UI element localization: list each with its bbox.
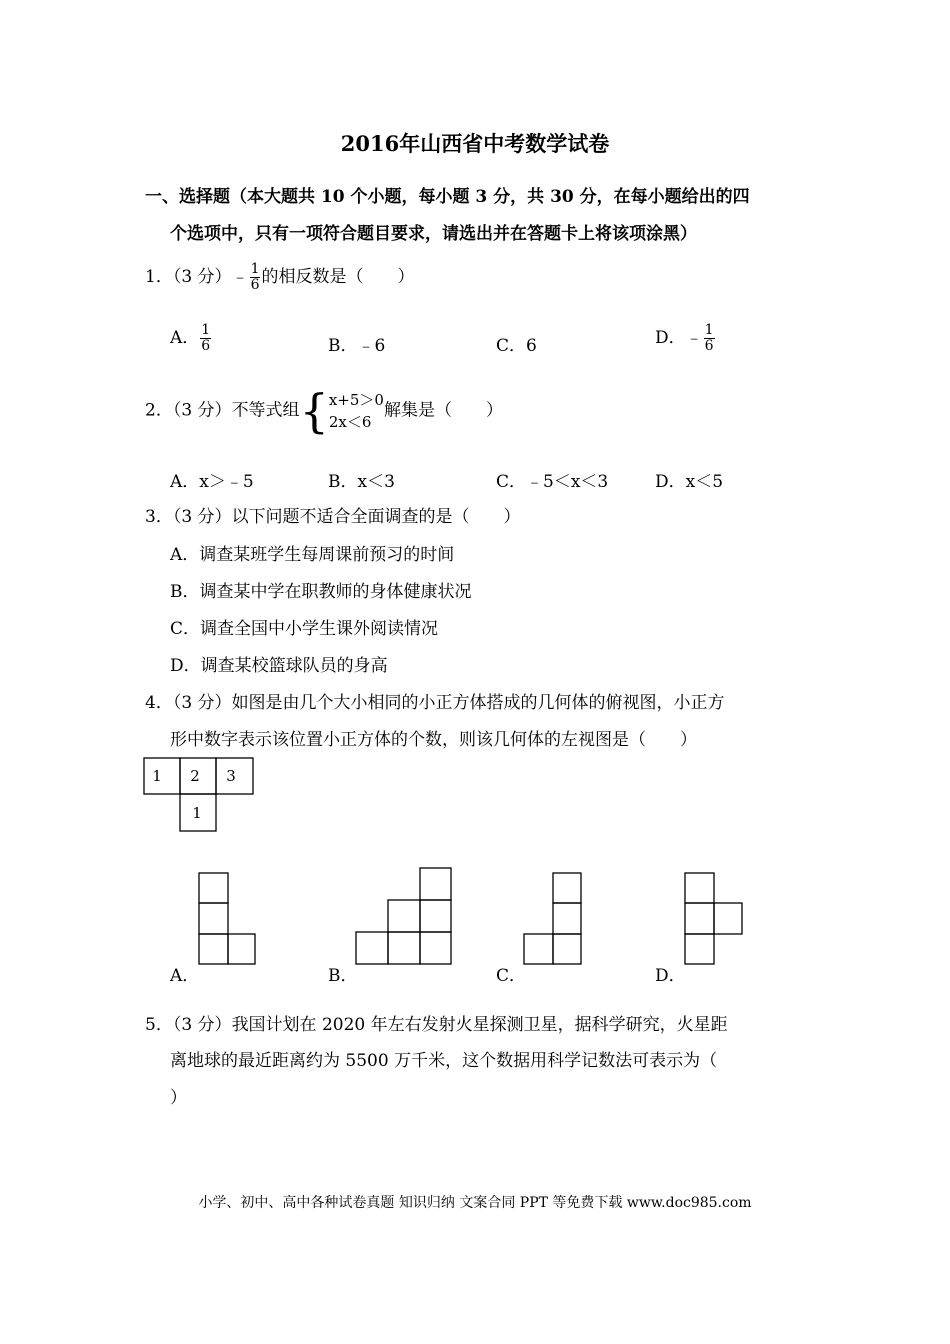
grid-cell — [144, 758, 180, 794]
question-number: 5． — [145, 1015, 173, 1035]
option-label: B． — [170, 582, 200, 602]
q1-option-c — [496, 331, 537, 356]
grid-number: 2 — [190, 767, 200, 785]
q3-option-b — [170, 577, 472, 602]
page-title: 2016年山西省中考数学试卷 — [340, 131, 610, 156]
question-score: （3 分） — [172, 267, 232, 287]
option-label: D． — [655, 472, 686, 492]
q3-option-d — [170, 651, 388, 676]
q4-option-d-label: D． — [655, 966, 686, 986]
q4-option-b-label: B． — [328, 966, 358, 986]
question-text: 以下问题不适合全面调查的是（ ） — [231, 507, 521, 527]
option-label: D． — [655, 328, 686, 348]
option-label: C． — [496, 336, 527, 356]
option-text: 调查全国中小学生课外阅读情况 — [200, 619, 439, 639]
option-label: C． — [170, 619, 201, 639]
inequality-system — [299, 384, 384, 438]
question-4-line1 — [145, 688, 725, 713]
q2-option-b — [328, 467, 395, 492]
q4-option-a-figure — [198, 872, 258, 967]
option-label: C． — [496, 472, 527, 492]
question-5-line2: 离地球的最近距离约为 5500 万千米，这个数据用科学记数法可表示为（ — [170, 1051, 718, 1071]
option-label: B． — [328, 472, 358, 492]
inequality-1: x+5＞0 — [328, 391, 384, 409]
q4-option-b-figure — [355, 867, 455, 967]
question-5-line1 — [145, 1010, 728, 1035]
q1-option-a — [170, 323, 212, 354]
option-label: A． — [170, 328, 200, 348]
grid-number: 1 — [152, 767, 162, 785]
q4-option-a-label: A． — [170, 966, 200, 986]
page-footer: 小学、初中、高中各种试卷真题 知识归纳 文案合同 PPT 等免费下载 www.doc985.com — [198, 1195, 752, 1211]
option-text: x＞﹣5 — [199, 472, 254, 492]
question-2 — [145, 384, 503, 438]
option-label: A． — [170, 472, 200, 492]
question-score: （3 分） — [172, 1015, 232, 1035]
section-heading-line1: 一、选择题（本大题共 10 个小题，每小题 3 分，共 30 分，在每小题给出的四 — [145, 187, 750, 207]
minus-sign: ﹣ — [231, 267, 249, 287]
q4-option-c-label: C． — [496, 966, 527, 986]
fraction-numerator: 1 — [250, 261, 260, 277]
question-text: 如图是由几个大小相同的小正方体搭成的几何体的俯视图，小正方 — [231, 693, 725, 713]
question-4-line2: 形中数字表示该位置小正方体的个数，则该几何体的左视图是（ ） — [170, 730, 697, 750]
option-text: x＜5 — [685, 472, 724, 492]
question-text-tail: 解集是（ ） — [383, 400, 503, 421]
fraction-denominator: 6 — [201, 338, 211, 354]
question-number: 2． — [145, 400, 173, 421]
q2-option-a — [170, 467, 254, 492]
q1-option-b — [328, 331, 385, 356]
question-text: 我国计划在 2020 年左右发射火星探测卫星，据科学研究，火星距 — [231, 1015, 728, 1035]
top-view-grid — [143, 757, 258, 833]
question-number: 4． — [145, 693, 173, 713]
q3-option-a — [170, 540, 454, 565]
question-3 — [145, 502, 521, 527]
q4-option-c-figure — [523, 872, 585, 967]
option-label: A． — [170, 545, 200, 565]
grid-number: 3 — [226, 767, 236, 785]
q2-option-c — [496, 467, 608, 492]
option-text: 调查某中学在职教师的身体健康状况 — [199, 582, 472, 602]
option-text: 调查某班学生每周课前预习的时间 — [199, 545, 455, 565]
brace: { — [299, 384, 329, 438]
q1-option-d — [655, 323, 716, 354]
option-label: D． — [170, 656, 201, 676]
option-text: x＜3 — [357, 472, 395, 492]
question-number: 3． — [145, 507, 173, 527]
option-text: ﹣5＜x＜3 — [526, 472, 609, 492]
option-text: 调查某校篮球队员的身高 — [200, 656, 388, 676]
question-number: 1． — [145, 267, 173, 287]
option-text: ﹣6 — [357, 336, 386, 356]
fraction — [250, 262, 261, 293]
question-text: 不等式组 — [231, 400, 300, 421]
minus-sign: ﹣ — [685, 328, 703, 348]
grid-number: 1 — [192, 804, 202, 822]
fraction-denominator: 6 — [250, 277, 260, 293]
question-score: （3 分） — [172, 693, 232, 713]
option-text: 6 — [526, 336, 537, 356]
question-score: （3 分） — [172, 400, 232, 421]
question-5-line3: ） — [170, 1088, 187, 1108]
option-label: B． — [328, 336, 358, 356]
fraction — [200, 323, 211, 354]
section-heading-line2: 个选项中，只有一项符合题目要求，请选出并在答题卡上将该项涂黑） — [170, 224, 697, 244]
fraction-denominator: 6 — [704, 338, 714, 354]
fraction — [704, 323, 715, 354]
fraction-numerator: 1 — [704, 322, 714, 338]
question-score: （3 分） — [172, 507, 232, 527]
q4-option-d-figure — [684, 872, 746, 967]
question-text: 的相反数是（ ） — [261, 267, 415, 287]
inequality-2: 2x＜6 — [328, 413, 372, 431]
fraction-numerator: 1 — [201, 322, 211, 338]
q2-option-d — [655, 467, 723, 492]
q3-option-c — [170, 614, 438, 639]
question-1 — [145, 262, 414, 293]
